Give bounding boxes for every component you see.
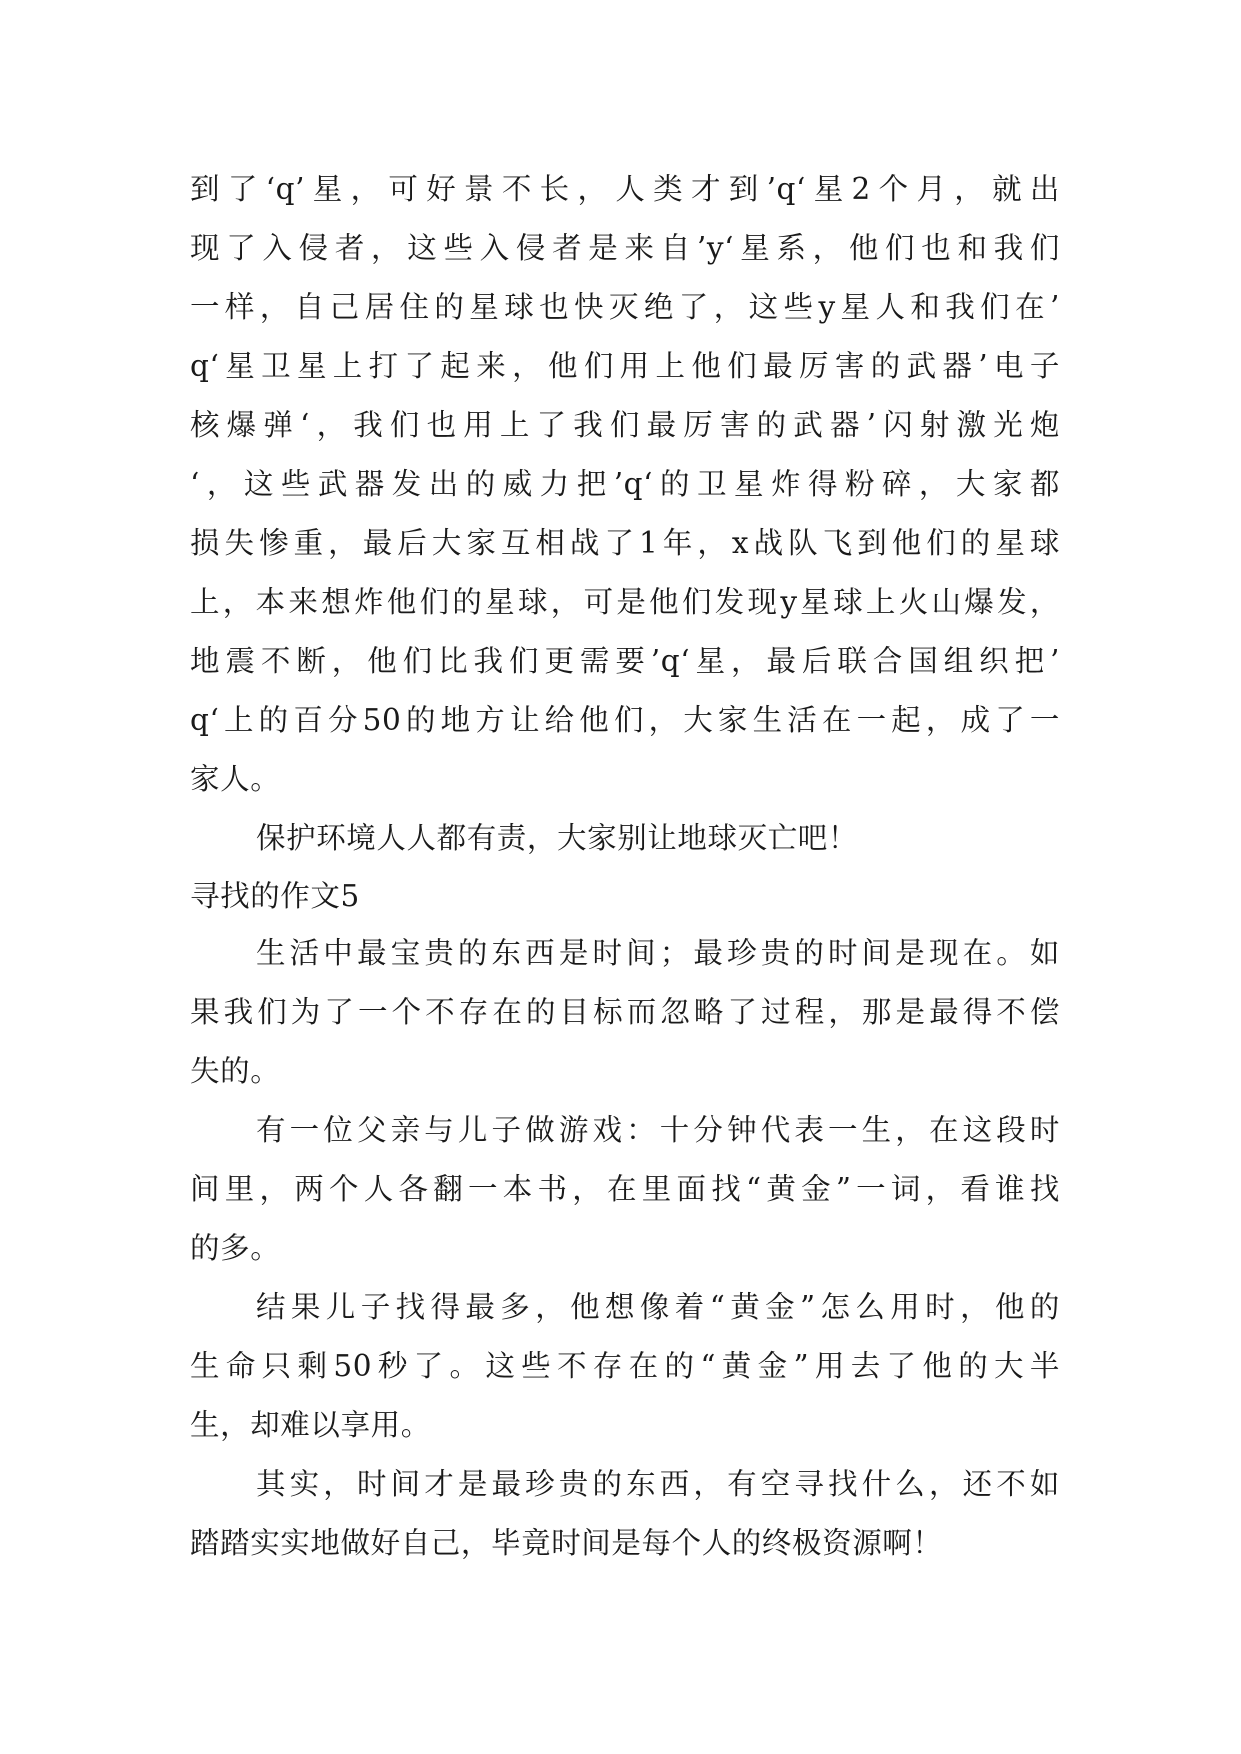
essay-paragraph [190,924,1060,1101]
story-paragraph [190,160,1060,809]
essay-paragraph [190,1455,1060,1573]
text-line: 间里，两个人各翻一本书，在里面找“黄金”一词，看谁找 [190,1172,1060,1206]
closing-paragraph [190,809,1060,868]
text-line: 生活中最宝贵的东西是时间；最珍贵的时间是现在。如 [256,936,1060,970]
text-line: 结果儿子找得最多，他想像着“黄金”怎么用时，他的 [256,1290,1060,1324]
text-line: q‘星卫星上打了起来，他们用上他们最厉害的武器’电子 [190,349,1060,383]
text-line: 核爆弹‘，我们也用上了我们最厉害的武器’闪射激光炮 [190,408,1060,442]
text-line: 现了入侵者，这些入侵者是来自’y‘星系，他们也和我们 [190,231,1060,265]
text-line: 生，却难以享用。 [190,1408,431,1442]
essay-title: 寻找的作文5 [190,879,360,913]
text-line: 到了‘q’星，可好景不长，人类才到’q‘星2个月，就出 [190,172,1060,206]
text-line: q‘上的百分50的地方让给他们，大家生活在一起，成了一 [190,703,1060,737]
essay-paragraph [190,1101,1060,1278]
text-line: 地震不断，他们比我们更需要’q‘星，最后联合国组织把’ [190,644,1060,678]
text-line: 家人。 [190,762,281,796]
text-line: 踏踏实实地做好自己，毕竟时间是每个人的终极资源啊！ [190,1526,943,1560]
essay-text [190,160,1060,1573]
text-line: 上，本来想炸他们的星球，可是他们发现y星球上火山爆发， [190,585,1060,619]
text-line: 一样，自己居住的星球也快灭绝了，这些y星人和我们在’ [190,290,1060,324]
text-line: 有一位父亲与儿子做游戏：十分钟代表一生，在这段时 [256,1113,1060,1147]
text-line: 的多。 [190,1231,281,1265]
text-line: 果我们为了一个不存在的目标而忽略了过程，那是最得不偿 [190,995,1060,1029]
text-line: 失的。 [190,1054,281,1088]
essay-paragraph [190,1278,1060,1455]
text-line: 损失惨重，最后大家互相战了1年，x战队飞到他们的星球 [190,526,1060,560]
text-line: 其实，时间才是最珍贵的东西，有空寻找什么，还不如 [256,1467,1060,1501]
text-line: 生命只剩50秒了。这些不存在的“黄金”用去了他的大半 [190,1349,1060,1383]
text-line: 保护环境人人都有责，大家别让地球灭亡吧！ [256,821,859,855]
text-line: ‘，这些武器发出的威力把’q‘的卫星炸得粉碎，大家都 [190,467,1060,501]
